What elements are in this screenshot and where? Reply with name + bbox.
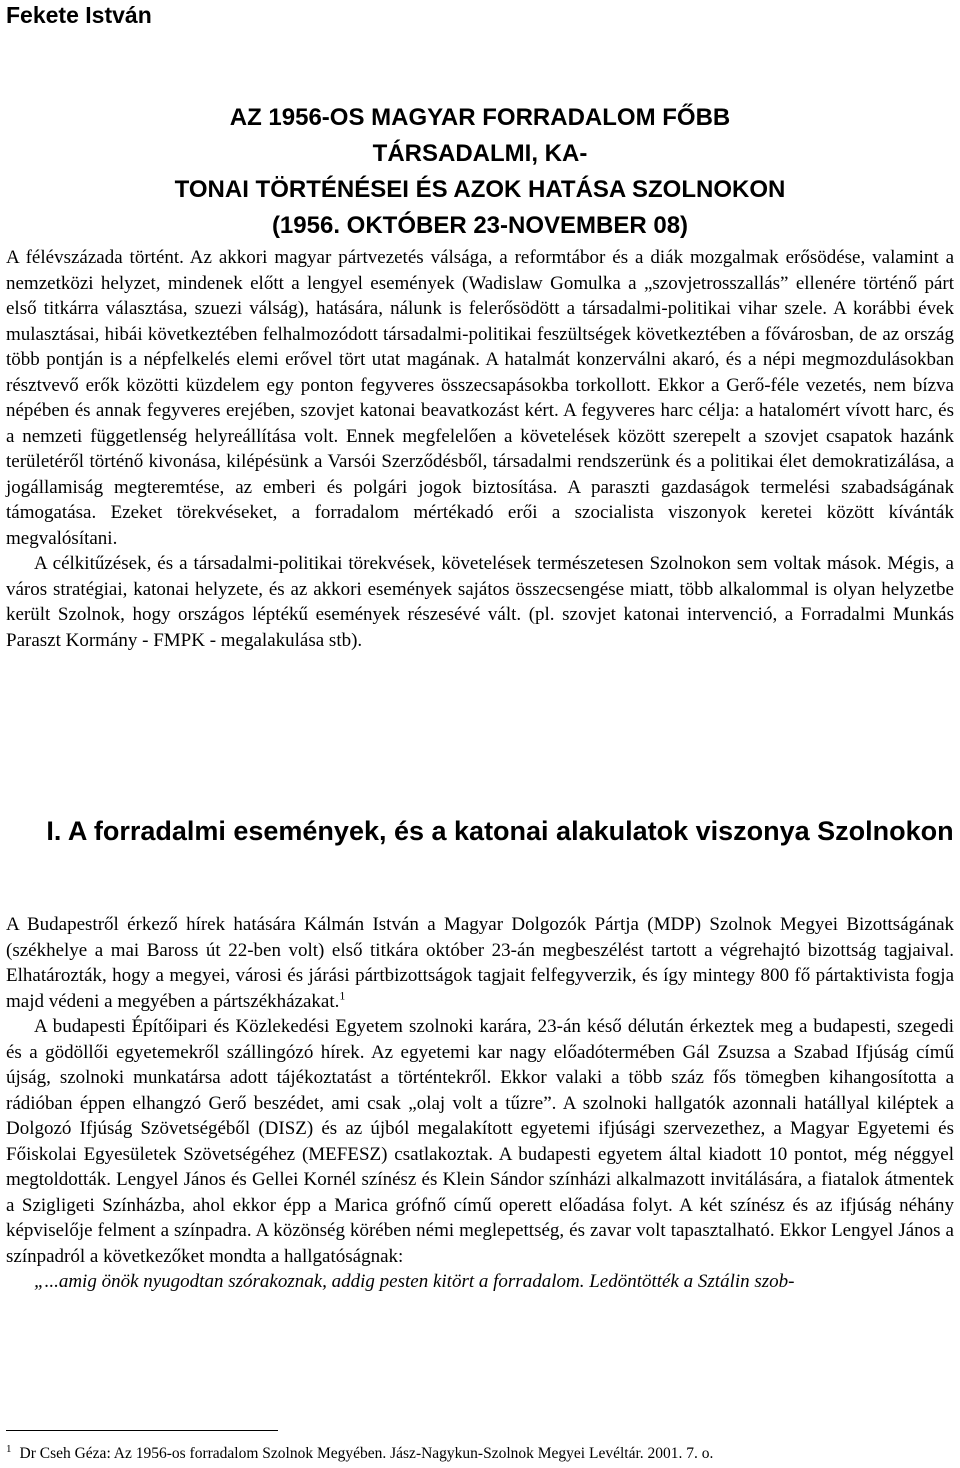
section-paragraph [6, 912, 954, 1014]
title-line: TONAI TÖRTÉNÉSEI ÉS AZOK HATÁSA SZOLNOKON [174, 176, 786, 203]
section-paragraph: A budapesti Építőipari és Közlekedési Egyetem szolnoki karára, 23-án késő délután érkeztek meg a budapesti, szegedi és a gödöllői egyetemekről szállingózó hírek. Az egyetemi kar nagy előadótermében Gál Zsuzsa a Szabad Ifjúság című újság, szolnoki munkatársa adott tájékoztatást a történtekről. Ekkor valaki a több száz fős tömegben kihangosította a rádióban éppen elhangzó Gerő beszédet, ami csak „olaj volt a tűzre”. A szolnoki hallgatók azonnali hatállyal kiléptek a Dolgozó Ifjúság Szövetségéből (DISZ) és az újból megalakított egyetemi ifjúsági szervezethez, a Magyar Egyetemi és Főiskolai Egyesületek Szövetségéhez (MEFESZ) csatlakoztak. A budapesti egyetem által kiadott 10 pontot, még néggyel megtoldották. Lengyel János és Gellei Kornél színész és Klein Sándor színházi alkalmazott invitálására, a fiatalok átmentek a Szigligeti Színházba, ahol ekkor épp a Marica grófnő című operett előadása folyt. A két színész és az ifjúság néhány képviselője felment a színpadra. A közönség körében némi meglepettség, és zavar volt tapasztalható. Ekkor Lengyel János a színpadról a következőket mondta a hallgatóságnak: [6, 1016, 954, 1267]
author-name: Fekete István [6, 2, 152, 28]
quotation: „...amig önök nyugodtan szórakoznak, addig pesten kitört a forradalom. Ledöntötték a Sztálin szob- [34, 1271, 795, 1292]
intro-section [6, 245, 954, 653]
footnote-reference[interactable]: 1 [339, 988, 346, 1003]
page-title [150, 100, 810, 244]
footnote-divider [6, 1430, 278, 1431]
footnote-text: Dr Cseh Géza: Az 1956-os forradalom Szolnok Megyében. Jász-Nagykun-Szolnok Megyei Levéltár. 2001. 7. o. [19, 1445, 714, 1462]
title-line: AZ 1956-OS MAGYAR FORRADALOM FŐBB TÁRSADALMI, KA- [229, 104, 731, 167]
intro-paragraph: A félévszázada történt. Az akkori magyar pártvezetés válsága, a reformtábor és a diák mozgalmak erősödése, valamint a nemzetközi helyzet, mindenek előtt a lengyel események (Wadislaw Gomulka a „szovjetrosszallás” ellenére történő párt első titkárra választása, szuezi válság), hatására, nálunk is felerősödött a társadalmi-politikai vihar szele. A korábbi évek mulasztásai, hibái következtében felhalmozódott társadalmi-politikai feszültségek következtében a fővárosban, de az ország több pontján is a népfelkelés elemi erővel tört utat magának. A hatalmát konzerválni akaró, és a népi megmozdulásokban résztvevő erők közötti küzdelem egy ponton fegyveres összecsapásokba torkollott. Ekkor a Gerő-féle vezetés, nem bízva népében és annak fegyveres erejében, szovjet katonai beavatkozást kért. A fegyveres harc célja: a hatalomért vívott harc, és a nemzeti függetlenség helyreállítása volt. Ennek megfelelően a követelések között szerepelt a szovjet csapatok hazánk területéről történő kivonása, kilépésünk a Varsói Szerződésből, társadalmi rendszerünk és a politikai élet demokratizálása, a jogállamiság megteremtése, az emberi és polgári jogok biztosítása. A paraszti gazdaságok termelési szabadságának támogatása. Ezeket törekvéseket, a forradalom mértékadó erői a szocialista viszonyok keretei között kívánták megvalósítani. [6, 247, 954, 549]
footnote-number: 1 [6, 1443, 12, 1455]
intro-paragraph: A célkitűzések, és a társadalmi-politikai törekvések, követelések természetesen Szolnokon sem voltak mások. Mégis, a város stratégiai, katonai helyzete, és az akkori események sajátos összecsengése miatt, több alkalommal is olyan helyzetbe került Szolnok, hogy országos léptékű események részesévé vált. (pl. szovjet katonai intervenció, a Forradalmi Munkás Paraszt Kormány - FMPK - megalakulása stb). [6, 553, 954, 651]
title-line: (1956. OKTÓBER 23-NOVEMBER 08) [271, 212, 689, 239]
section-body [6, 912, 954, 1295]
footnote [6, 1438, 954, 1465]
paragraph-text: A Budapestről érkező hírek hatására Kálmán István a Magyar Dolgozók Pártja (MDP) Szolnok Megyei Bizottságának (székhelye a mai Baross út 22-ben volt) első titkára október 23-án megbeszélést tartott a végrehajtó bizottság tagjaival. Elhatározták, hogy a megyei, városi és járási pártbizottságok tagjait felfegyverzik, és így mintegy 800 fő pártaktivista fogja majd védeni a megyében a pártszékházakat. [6, 914, 954, 1012]
section-title: I. A forradalmi események, és a katonai alakulatok viszonya Szolnokon [46, 816, 954, 846]
